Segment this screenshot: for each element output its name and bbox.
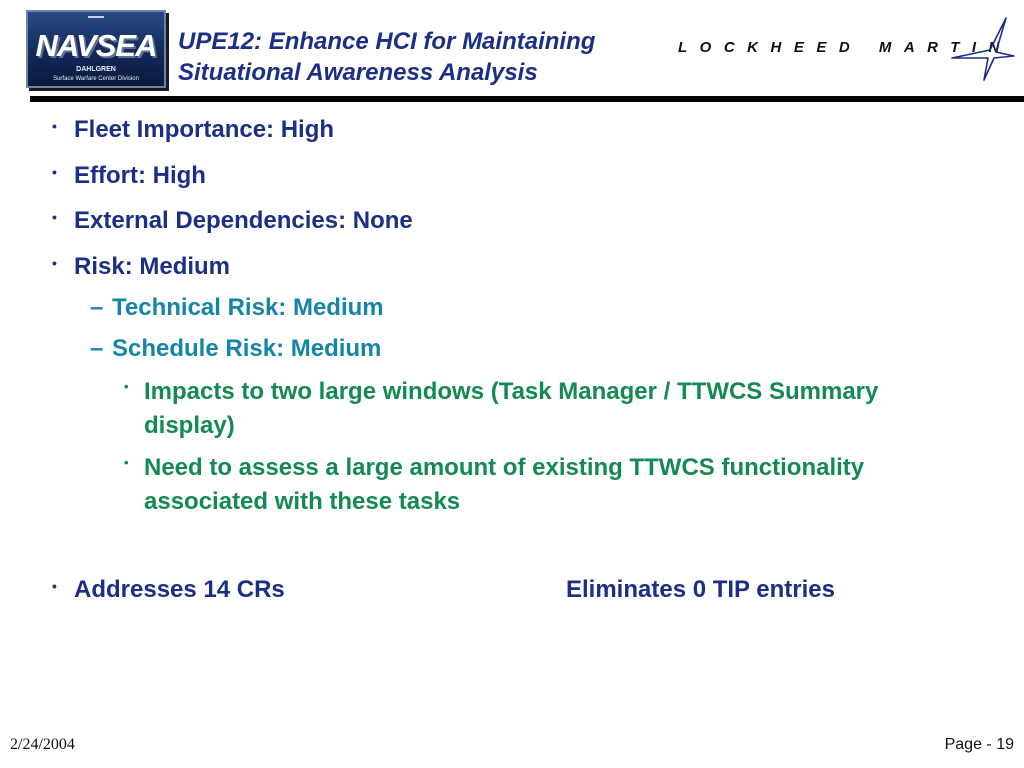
bullet-dot: • [52, 118, 57, 134]
navsea-wordmark: NAVSEA [35, 28, 157, 63]
slide-title [178, 26, 678, 88]
lockheed-martin-wordmark: LOCKHEED MARTIN [678, 39, 1012, 56]
page-number: Page - 19 [944, 736, 1014, 753]
dash-marker: – [90, 294, 104, 321]
bullet-text: Fleet Importance: High [74, 116, 335, 143]
bullet-dot: • [52, 255, 57, 271]
lockheed-martin-logo [678, 24, 1018, 76]
bullet-dot: • [124, 455, 129, 470]
detail-text: Need to assess a large amount of existing TTWCS functionality associated with these tasks [144, 454, 865, 515]
slide-title-line1: UPE12: Enhance HCI for Maintaining [178, 28, 596, 55]
tip-entries-note: Eliminates 0 TIP entries [566, 576, 836, 603]
footer-date: 2/24/2004 [10, 736, 75, 753]
navsea-logo [26, 10, 166, 88]
bullet-text: External Dependencies: None [74, 207, 413, 234]
navsea-division: Surface Warfare Center Division [53, 76, 139, 82]
bullet-text: Addresses 14 CRs [74, 576, 285, 603]
subbullet-text: Schedule Risk: Medium [112, 335, 382, 362]
bullet-dot: • [52, 209, 57, 225]
bullet-dot: • [52, 164, 57, 180]
bullet-text: Risk: Medium [74, 253, 231, 280]
detail-text: Impacts to two large windows (Task Manager / TTWCS Summary display) [144, 378, 879, 439]
logo-strip [88, 16, 104, 18]
bullet-dot: • [124, 379, 129, 394]
header-rule [30, 96, 1024, 102]
dash-marker: – [90, 335, 104, 362]
slide-title-line2: Situational Awareness Analysis [178, 59, 538, 86]
lockheed-star-icon [946, 16, 1018, 82]
bullet-text: Effort: High [74, 162, 206, 189]
subbullet-text: Technical Risk: Medium [112, 294, 384, 321]
navsea-subtitle: DAHLGREN [76, 66, 116, 73]
bullet-dot: • [52, 578, 57, 594]
